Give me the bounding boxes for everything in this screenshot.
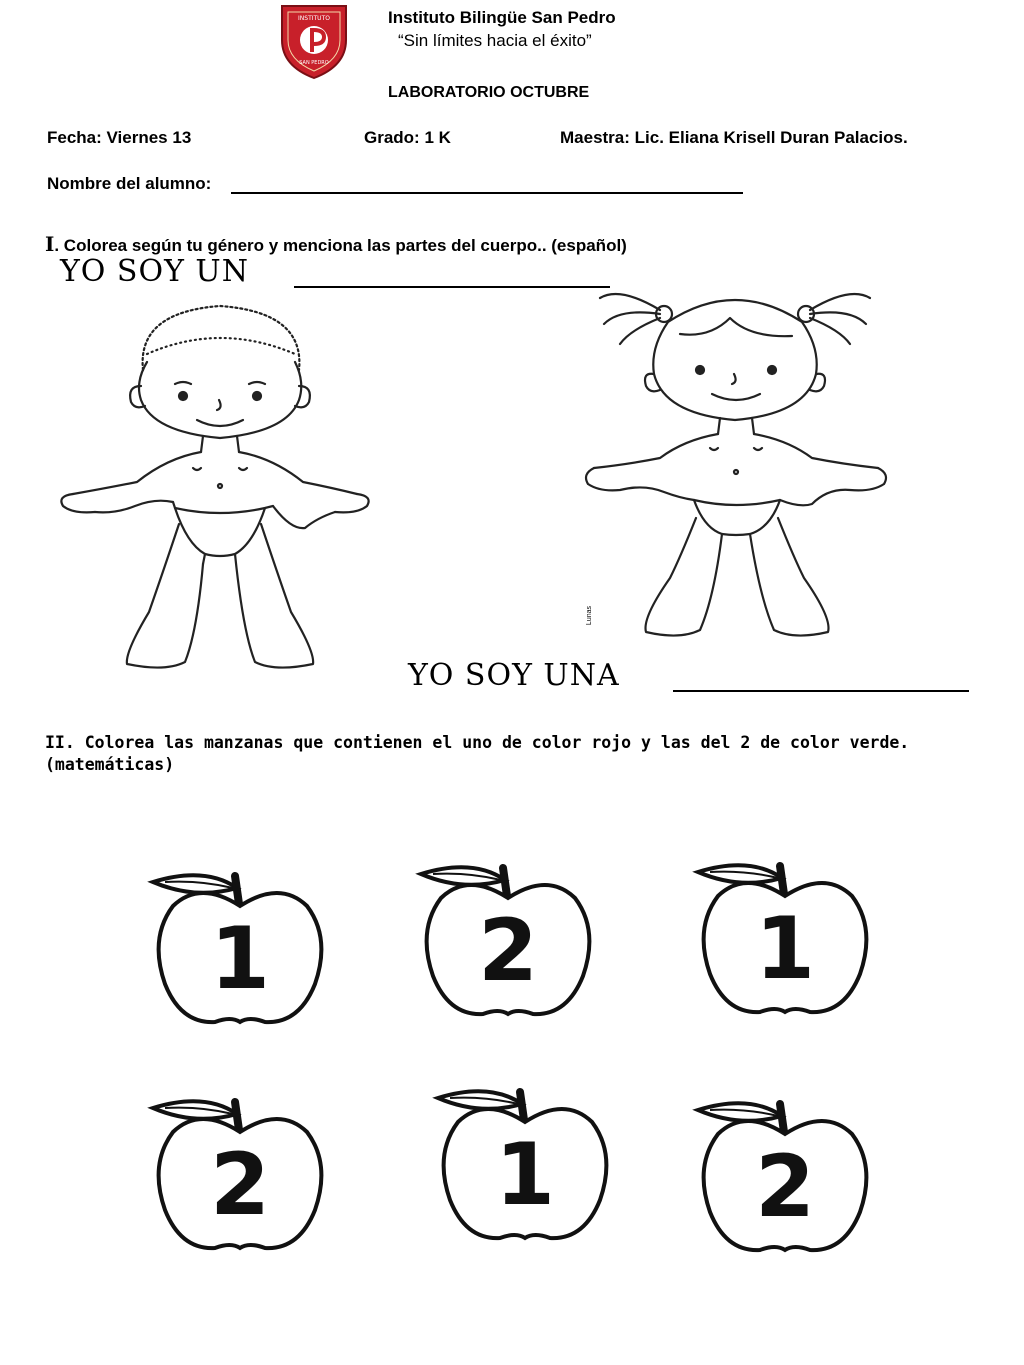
apple-stem	[235, 876, 239, 904]
apple-number: 2	[478, 901, 538, 1001]
apple-stem	[520, 1092, 524, 1120]
lab-title: LABORATORIO OCTUBRE	[388, 84, 590, 101]
girl-prompt: YO SOY UNA	[408, 658, 620, 693]
apple-leaf	[438, 1091, 522, 1109]
image-credit: Lunas	[586, 606, 593, 626]
apple-stem	[780, 1104, 784, 1132]
apple-4[interactable]	[145, 1092, 335, 1262]
section1-instruction-text: . Colorea según tu género y menciona las partes del cuerpo.. (español)	[54, 236, 627, 255]
date-field: Fecha: Viernes 13	[47, 128, 192, 147]
boy-figure	[55, 292, 375, 687]
girl-answer-line[interactable]	[673, 690, 969, 692]
section1-instruction	[45, 232, 627, 256]
section2-instruction	[45, 732, 945, 776]
apple-leaf	[698, 865, 782, 883]
girl-figure	[580, 278, 890, 658]
apple-5[interactable]	[430, 1082, 620, 1252]
apple-leaf	[153, 1101, 237, 1119]
apple-number: 1	[495, 1125, 555, 1225]
apple-leaf	[698, 1103, 782, 1121]
apple-number: 2	[210, 1135, 270, 1235]
student-name-label: Nombre del alumno:	[47, 174, 212, 193]
apple-stem	[780, 866, 784, 894]
student-name-line[interactable]	[231, 192, 743, 194]
section2-instruction-line2: (matemáticas)	[45, 755, 175, 774]
apple-stem	[503, 868, 507, 896]
logo-text-bottom: SAN PEDRO	[299, 60, 329, 66]
apple-stem	[235, 1102, 239, 1130]
boy-answer-line[interactable]	[294, 286, 610, 288]
school-name: Instituto Bilingüe San Pedro	[388, 8, 616, 27]
apple-leaf	[153, 875, 237, 893]
apple-3[interactable]	[690, 856, 880, 1026]
school-logo	[276, 0, 352, 80]
teacher-field: Maestra: Lic. Eliana Krisell Duran Palacios.	[560, 128, 908, 147]
boy-prompt: YO SOY UN	[60, 254, 249, 289]
apple-2[interactable]	[413, 858, 603, 1028]
apple-number: 2	[755, 1137, 815, 1237]
logo-text-top: INSTITUTO	[298, 15, 330, 22]
apple-number: 1	[755, 899, 815, 999]
apple-leaf	[421, 867, 505, 885]
grade-field: Grado: 1 K	[364, 128, 451, 147]
section2-instruction-line1: II. Colorea las manzanas que contienen el uno de color rojo y las del 2 de color verde.	[45, 733, 910, 752]
apple-1[interactable]	[145, 866, 335, 1036]
section1-numeral: I	[45, 232, 55, 256]
apple-number: 1	[210, 909, 270, 1009]
school-motto: “Sin límites hacia el éxito”	[398, 31, 592, 50]
apple-6[interactable]	[690, 1094, 880, 1264]
